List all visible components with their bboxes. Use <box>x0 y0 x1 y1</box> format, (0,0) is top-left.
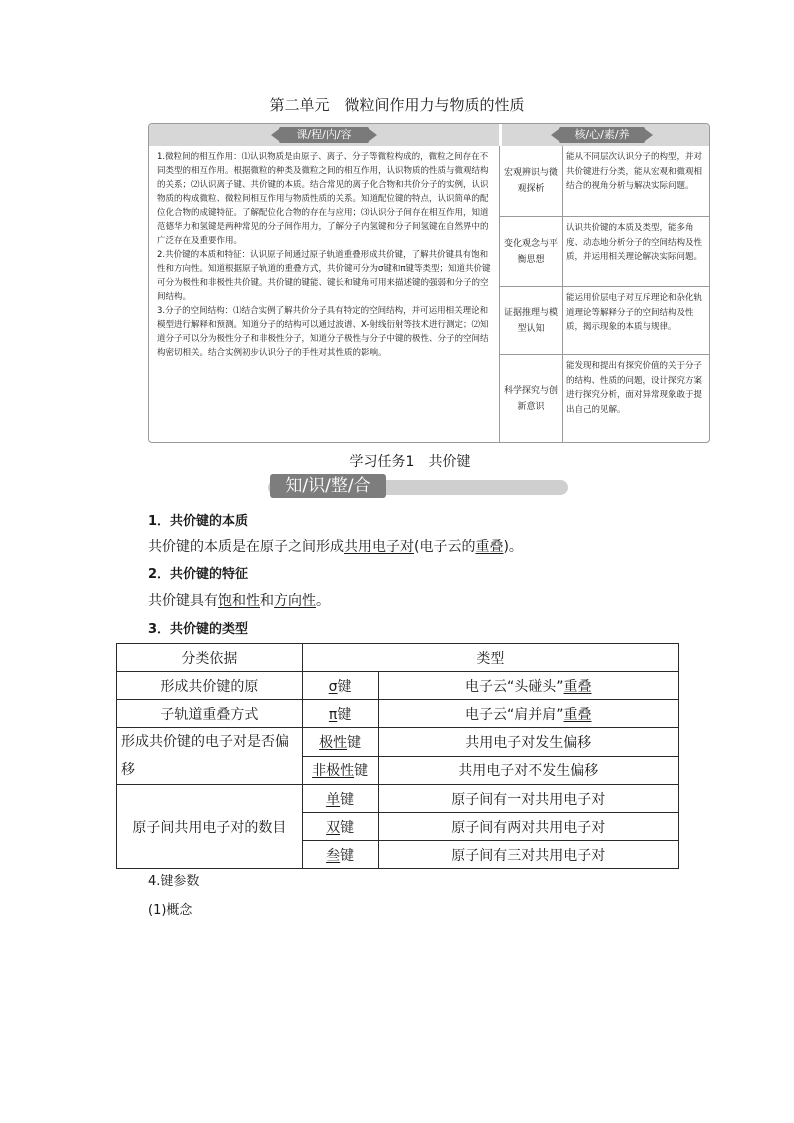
underlined-answer: 方向性 <box>274 593 316 609</box>
table-cell: 原子间有三对共用电子对 <box>378 841 678 869</box>
literacy-row <box>500 216 709 287</box>
text: 键 <box>337 706 352 723</box>
section-heading: 2．共价键的特征 <box>148 567 249 582</box>
literacy-divider <box>562 355 563 443</box>
table-cell <box>302 672 378 700</box>
underlined-answer: 饱和性 <box>218 593 260 609</box>
literacy-text: 认识共价键的本质及类型，能多角度、动态地分析分子的空间结构及性质，并运用相关理论解决实际问题。 <box>566 223 703 262</box>
underlined-answer: 双 <box>326 819 341 836</box>
section-heading: 4.键参数 <box>148 874 200 889</box>
table-header: 类型 <box>302 644 678 672</box>
literacy-text: 能运用价层电子对互斥理论和杂化轨道理论等解释分子的空间结构及性质，揭示现象的本质与规律。 <box>566 293 703 332</box>
section-heading: 3．共价键的类型 <box>148 622 249 637</box>
table-row <box>117 672 679 700</box>
course-item-1: 1.微粒间的相互作用：⑴认识物质是由原子、离子、分子等微粒构成的，微粒之间存在不同类型的相互作用。根据微粒的种类及微粒之间的相互作用，认识物质的性质与微观结构的关系；⑵认识离子键、共价键的本质。结合常见的离子化合物和共价分子的实例，认识物质的构成微粒、微粒间相互作用与物质性质的关系。知道配位键的特点，认识简单的配位化合物的成键特征。了解配位化合物的存在与应用；⑶认识分子间存在相互作用，知道范德华力和氢键是两种常见的分子间作用力，了解分子内氢键和分子间氢键在自然界中的广泛存在及重要作用。 <box>157 152 489 246</box>
table-header: 分类依据 <box>117 644 303 672</box>
table-cell <box>302 756 378 785</box>
underlined-answer: π <box>328 706 338 723</box>
table-cell <box>302 785 378 813</box>
course-content-header: 课/程/内/容 <box>279 127 369 143</box>
course-item-2: 2.共价键的本质和特征：认识原子间通过原子轨道重叠形成共价键，了解共价键具有饱和性和方向性。知道根据原子轨道的重叠方式，共价键可分为σ键和π键等类型；知道共价键可分为极性和非极性共价键。共价键的键能、键长和键角可用来描述键的强弱和分子的空间结构。 <box>157 250 491 302</box>
header-divider <box>499 124 502 146</box>
text: 键 <box>340 791 355 808</box>
text: 电子云“肩并肩” <box>465 706 564 723</box>
underlined-answer: 共用电子对 <box>344 539 414 555</box>
body-paragraph <box>148 536 523 556</box>
literacy-divider <box>562 146 563 216</box>
table-cell: 原子间有两对共用电子对 <box>378 813 678 841</box>
bond-type-table <box>116 643 679 869</box>
underlined-answer: 重叠 <box>563 706 592 723</box>
table-cell: 共用电子对不发生偏移 <box>378 756 678 785</box>
literacy-label: 证据推理与模型认知 <box>503 308 558 334</box>
underlined-answer: 非极性 <box>312 763 355 780</box>
table-header-row <box>117 644 679 672</box>
text: 。 <box>316 593 330 609</box>
table-cell <box>378 700 678 728</box>
table-row <box>117 728 679 757</box>
literacy-label: 变化观念与平衡思想 <box>503 239 558 265</box>
table-row <box>117 700 679 728</box>
text: 共价键的本质是在原子之间形成 <box>148 539 344 555</box>
course-item-3: 3.分子的空间结构：⑴结合实例了解共价分子具有特定的空间结构，并可运用相关理论和模型进行解释和预测。知道分子的结构可以通过波谱、X-射线衍射等技术进行测定；⑵知道分子可以分为极性分子和非极性分子，知道分子极性与分子中键的极性、分子的空间结构密切相关。结合实例初步认识分子的手性对其性质的影响。 <box>157 306 489 358</box>
body-paragraph <box>148 590 330 610</box>
subheading: (1)概念 <box>148 903 193 918</box>
table-cell <box>302 813 378 841</box>
text: 键 <box>337 678 352 695</box>
text: (电子云的 <box>414 539 476 555</box>
text: 键 <box>340 847 355 864</box>
table-row <box>117 785 679 813</box>
literacy-label: 科学探究与创新意识 <box>503 386 558 412</box>
text: 键 <box>347 734 362 751</box>
course-content <box>157 150 493 360</box>
text: 电子云“头碰头” <box>465 678 564 695</box>
table-cell <box>302 841 378 869</box>
page-title: 第二单元 微粒间作用力与物质的性质 <box>269 96 525 114</box>
text: )。 <box>503 539 523 555</box>
knowledge-tab: 知/识/整/合 <box>270 474 386 498</box>
table-cell <box>302 700 378 728</box>
underlined-answer: 极性 <box>319 734 348 751</box>
curriculum-header <box>149 124 709 146</box>
table-cell <box>378 672 678 700</box>
literacy-divider <box>562 217 563 287</box>
task-title: 学习任务1 共价键 <box>349 454 471 470</box>
underlined-answer: σ <box>328 678 338 695</box>
underlined-answer: 重叠 <box>563 678 592 695</box>
table-cell: 形成共价键的电子对是否偏移 <box>117 728 303 785</box>
literacy-row <box>500 354 709 443</box>
text: 和 <box>260 593 274 609</box>
table-cell <box>302 728 378 757</box>
core-literacy-header: 核/心/素/养 <box>559 127 645 143</box>
literacy-text: 能发现和提出有探究价值的关于分子的结构、性质的问题，设计探究方案进行探究分析，面对异常现象敢于提出自己的见解。 <box>566 361 703 415</box>
underlined-answer: 单 <box>326 791 341 808</box>
text: 键 <box>354 763 369 780</box>
table-cell: 形成共价键的原 <box>117 672 303 700</box>
table-cell: 共用电子对发生偏移 <box>378 728 678 757</box>
text: 键 <box>340 819 355 836</box>
section-heading: 1．共价键的本质 <box>148 514 249 529</box>
literacy-row <box>500 146 709 216</box>
table-cell: 原子间共用电子对的数目 <box>117 785 303 869</box>
table-cell: 原子间有一对共用电子对 <box>378 785 678 813</box>
literacy-text: 能从不同层次认识分子的构型，并对共价键进行分类，能从宏观和微观相结合的视角分析与解决实际问题。 <box>566 152 703 191</box>
underlined-answer: 重叠 <box>475 539 504 555</box>
literacy-divider <box>562 287 563 355</box>
curriculum-box <box>148 123 710 443</box>
text: 共价键具有 <box>148 593 218 609</box>
literacy-label: 宏观辨识与微观探析 <box>503 168 558 194</box>
literacy-row <box>500 286 709 355</box>
table-cell: 子轨道重叠方式 <box>117 700 303 728</box>
underlined-answer: 叁 <box>326 847 341 864</box>
